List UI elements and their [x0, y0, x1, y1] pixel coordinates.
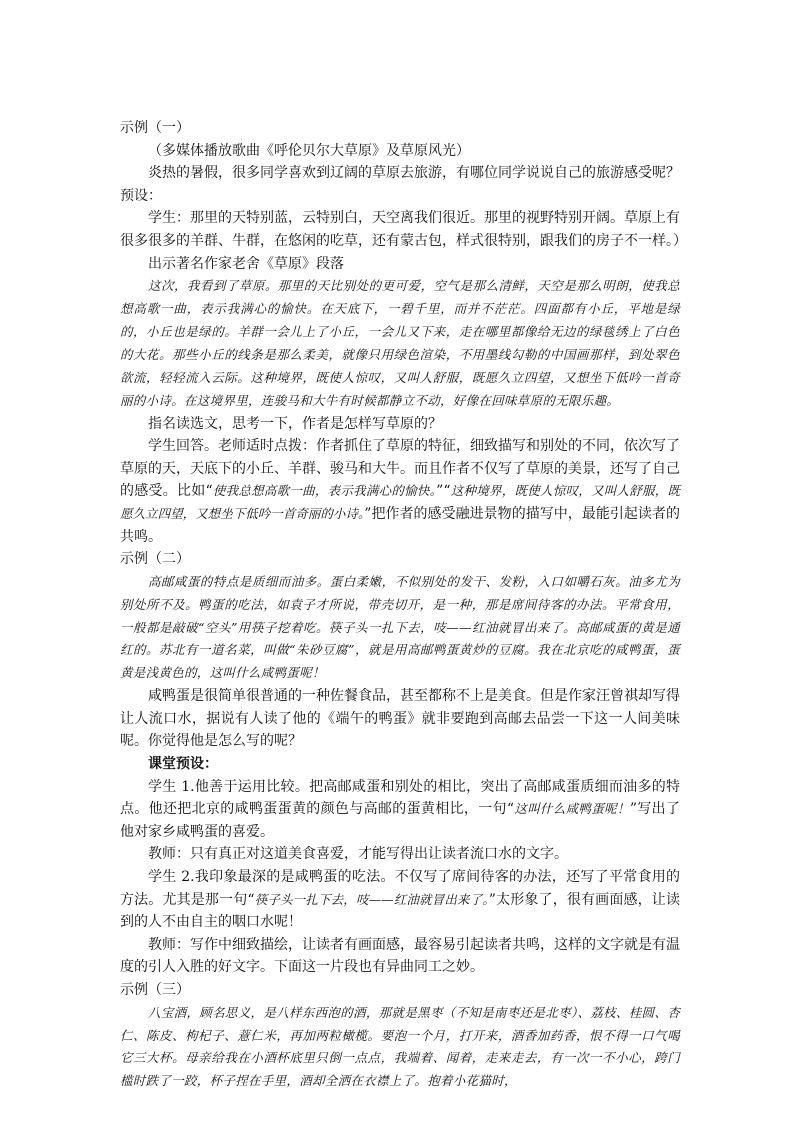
example-2-student-1 — [120, 776, 680, 844]
example-3-title: 示例（三） — [120, 982, 190, 998]
example-1-quote: 这次，我看到了草原。那里的天比别处的更可爱，空气是那么清鲜，天空是那么明朗，使我总想高歌一曲，表示我满心的愉快。在天底下，一碧千里，而并不茫茫。四面都有小丘，平地是绿的，小丘也是绿的。羊群一会儿上了小丘，一会儿又下来，走在哪里都像给无边的绿毯绣上了白色的大花。那些小丘的线条是那么柔美，就像只用绿色渲染，不用墨线勾勒的中国画那样，到处翠色欲流，轻轻流入云际。这种境界，既使人惊叹，又叫人舒服，既愿久立四望，又想坐下低吟一首奇丽的小诗。在这境界里，连骏马和大牛有时候都静立不动，好像在回味草原的无限乐趣。 — [120, 278, 680, 408]
example-3-quote: 八宝酒，顾名思义，是八样东西泡的酒，那就是黑枣（不知是南枣还是北枣）、荔枝、桂圆、杏仁、陈皮、枸杞子、薏仁米，再加两粒橄榄。要泡一个月，打开来，酒香加药香，恨不得一口气喝它三大杯。母亲给我在小酒杯底里只倒一点点，我端着、闻着，走来走去，有一次一不小心，跨门槛时跌了一跤，杯子捏在手里，酒却全洒在衣襟上了。抱着小花猫时， — [120, 1004, 680, 1089]
text-run: ”把作者的感受融进景物的描写中，最能引起读者的共鸣。 — [120, 505, 680, 545]
example-2-teacher-2: 教师：写作中细致描绘，让读者有画面感，最容易引起读者共鸣，这样的文字就是有温度的引人入胜的好文字。下面这一片段也有异曲同工之妙。 — [120, 936, 680, 976]
example-2-student-2 — [120, 866, 680, 934]
example-2-title: 示例（二） — [120, 551, 190, 568]
example-2-quote: 高邮咸蛋的特点是质细而油多。蛋白柔嫩，不似别处的发干、发粉，入口如嚼石灰。油多尤为别处所不及。鸭蛋的吃法，如袁子才所说，带壳切开，是一种，那是席间待客的办法。平常食用，一般都是敲破“空头”用筷子挖着吃。筷子头一扎下去，吱——红油就冒出来了。高邮咸蛋的黄是通红的。苏北有一道名菜，叫做“朱砂豆腐”，就是用高邮鸭蛋黄炒的豆腐。我在北京吃的咸鸭蛋，蛋黄是浅黄色的，这叫什么咸鸭蛋呢！ — [120, 573, 680, 681]
example-1-student-answer: 学生：那里的天特别蓝，云特别白，天空离我们很近。那里的视野特别开阔。草原上有很多很多的羊群、牛群，在悠闲的吃草，还有蒙古包，样式很特别，跟我们的房子不一样。） — [120, 210, 687, 249]
example-1-media-note: （多媒体播放歌曲《呼伦贝尔大草原》及草原风光） — [148, 142, 470, 159]
quoted-run: 筷子头一扎下去，吱——红油就冒出来了。 — [254, 891, 489, 907]
example-1-show-note: 出示著名作家老舍《草原》段落 — [148, 255, 344, 272]
example-2-preset-label: 课堂预设： — [148, 756, 218, 773]
text-run: ”“ — [436, 483, 451, 500]
text-run: 学生回答。老师适时点拨：作者抓住了草原的特征，细致描写和别处的不同，依次写了草原的天，天底下的小丘、羊群、骏马和大牛。而且作者不仅写了草原的美景，还写了自己的感受。比如“ — [120, 438, 680, 500]
text-run: 学生 1.他善于运用比较。把高邮咸蛋和别处的相比，突出了高邮咸蛋质细而油多的特点。他还把北京的咸鸭蛋蛋黄的颜色与高邮的蛋黄相比，一句“ — [120, 778, 680, 818]
quoted-run: 这种境界，既使人惊叹，又叫人舒服，既愿久立四望，又想坐下低吟一首奇丽的小诗。 — [120, 483, 680, 521]
example-1-question: 炎热的暑假，很多同学喜欢到辽阔的草原去旅游，有哪位同学说说自己的旅游感受呢？ — [148, 165, 680, 182]
document-page — [120, 117, 687, 1093]
example-1-title: 示例（一） — [120, 120, 190, 136]
example-1-preset-label: 预设： — [120, 187, 162, 204]
example-1-ask: 指名读选文，思考一下，作者是怎样写草原的？ — [148, 415, 442, 432]
quoted-run: 这叫什么咸鸭蛋呢！ — [514, 801, 630, 817]
quoted-run: 使我总想高歌一曲，表示我满心的愉快。 — [212, 483, 437, 499]
text-run: ”太形象了，很有画面感，让读到的人不由自主的咽口水呢！ — [120, 891, 680, 931]
example-2-intro: 咸鸭蛋是很简单很普通的一种佐餐食品，甚至都称不上是美食。但是作家汪曾祺却写得让人流口水，据说有人读了他的《端午的鸭蛋》就非要跑到高邮去品尝一下这一人间美味呢。你觉得他是怎么写的呢？ — [120, 688, 680, 750]
text-run: ”写出了他对家乡咸鸭蛋的喜爱。 — [120, 801, 680, 840]
example-2-teacher-1: 教师：只有真正对这道美食喜爱，才能写得出让读者流口水的文字。 — [148, 846, 568, 863]
text-run: 学生 2.我印象最深的是咸鸭蛋的吃法。不仅写了席间待客的办法，还写了平常食用的方法。尤其是那一句“ — [120, 869, 680, 908]
example-1-teacher-comment — [120, 435, 680, 548]
